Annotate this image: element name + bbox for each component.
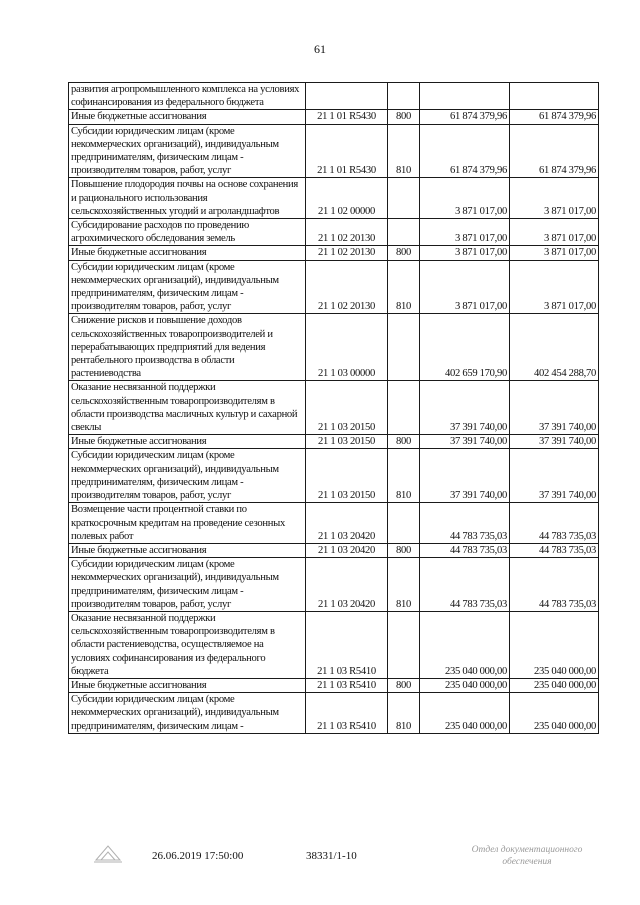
- row-amount-1: 235 040 000,00: [420, 611, 510, 678]
- row-name: Субсидии юридическим лицам (кроме некоммерческих организаций), индивидуальным предпринимателям, физическим лицам - производителям товаров, работ, услуг: [69, 124, 306, 178]
- row-amount-1: 61 874 379,96: [420, 124, 510, 178]
- row-vr-code: [388, 381, 420, 435]
- row-amount-2: 44 783 735,03: [510, 503, 599, 544]
- budget-table: [68, 82, 599, 734]
- seal-icon: [92, 842, 124, 864]
- row-amount-1: 37 391 740,00: [420, 435, 510, 449]
- row-csr-code: 21 1 03 20420: [306, 503, 388, 544]
- row-name: Снижение рисков и повышение доходов сельскохозяйственных товаропроизводителей и перерабатывающих предприятий для ведения рентабельного производства в области растениеводства: [69, 314, 306, 381]
- row-vr-code: 800: [388, 435, 420, 449]
- row-amount-2: 44 783 735,03: [510, 543, 599, 557]
- department-stamp: [452, 844, 602, 868]
- row-vr-code: [388, 314, 420, 381]
- table-row: [69, 435, 599, 449]
- row-vr-code: 800: [388, 678, 420, 692]
- row-amount-2: 37 391 740,00: [510, 449, 599, 503]
- table-row: [69, 110, 599, 124]
- row-amount-1: 402 659 170,90: [420, 314, 510, 381]
- table-row: [69, 124, 599, 178]
- row-name: Оказание несвязанной поддержки сельскохозяйственным товаропроизводителям в области производства масличных культур и сахарной свеклы: [69, 381, 306, 435]
- row-vr-code: [388, 219, 420, 246]
- row-amount-2: 37 391 740,00: [510, 435, 599, 449]
- row-name: Иные бюджетные ассигнования: [69, 678, 306, 692]
- row-csr-code: 21 1 02 00000: [306, 178, 388, 219]
- row-csr-code: 21 1 03 20150: [306, 435, 388, 449]
- row-name: Субсидии юридическим лицам (кроме некоммерческих организаций), индивидуальным предпринимателям, физическим лицам - производителям товаров, работ, услуг: [69, 260, 306, 314]
- table-row: [69, 558, 599, 612]
- row-amount-2: 235 040 000,00: [510, 693, 599, 734]
- row-csr-code: 21 1 03 20150: [306, 381, 388, 435]
- table-row: [69, 178, 599, 219]
- row-csr-code: 21 1 02 20130: [306, 246, 388, 260]
- table-row: [69, 381, 599, 435]
- row-name: Субсидии юридическим лицам (кроме некоммерческих организаций), индивидуальным предпринимателям, физическим лицам - производителям товаров, работ, услуг: [69, 558, 306, 612]
- table-row: [69, 678, 599, 692]
- row-amount-2: 61 874 379,96: [510, 110, 599, 124]
- table-row: [69, 503, 599, 544]
- row-name: Субсидии юридическим лицам (кроме некоммерческих организаций), индивидуальным предпринимателям, физическим лицам - производителям товаров, работ, услуг: [69, 449, 306, 503]
- row-amount-1: 3 871 017,00: [420, 260, 510, 314]
- row-vr-code: 810: [388, 124, 420, 178]
- row-amount-2: 235 040 000,00: [510, 611, 599, 678]
- footer-date: 26.06.2019 17:50:00: [152, 850, 244, 862]
- row-amount-1: 37 391 740,00: [420, 381, 510, 435]
- row-amount-1: [420, 83, 510, 110]
- row-csr-code: 21 1 03 00000: [306, 314, 388, 381]
- footer-doc-code: 38331/1-10: [306, 850, 357, 862]
- row-name: Иные бюджетные ассигнования: [69, 435, 306, 449]
- row-vr-code: 800: [388, 246, 420, 260]
- row-amount-1: 61 874 379,96: [420, 110, 510, 124]
- row-amount-1: 44 783 735,03: [420, 558, 510, 612]
- row-amount-2: 3 871 017,00: [510, 178, 599, 219]
- row-name: Иные бюджетные ассигнования: [69, 110, 306, 124]
- row-amount-1: 44 783 735,03: [420, 543, 510, 557]
- row-name: Оказание несвязанной поддержки сельскохозяйственным товаропроизводителям в области растениеводства, осуществляемое на условиях софинансирования из федерального бюджета: [69, 611, 306, 678]
- row-amount-1: 37 391 740,00: [420, 449, 510, 503]
- row-amount-1: 44 783 735,03: [420, 503, 510, 544]
- row-csr-code: 21 1 02 20130: [306, 260, 388, 314]
- row-csr-code: 21 1 02 20130: [306, 219, 388, 246]
- row-csr-code: 21 1 01 R5430: [306, 124, 388, 178]
- row-amount-1: 235 040 000,00: [420, 693, 510, 734]
- row-csr-code: 21 1 03 R5410: [306, 693, 388, 734]
- row-vr-code: 800: [388, 543, 420, 557]
- row-csr-code: 21 1 03 20420: [306, 558, 388, 612]
- stamp-line-2: обеспечения: [502, 857, 552, 867]
- table-row: [69, 693, 599, 734]
- row-vr-code: [388, 83, 420, 110]
- row-name: развития агропромышленного комплекса на условиях софинансирования из федерального бюджета: [69, 83, 306, 110]
- row-vr-code: 810: [388, 558, 420, 612]
- row-amount-2: 44 783 735,03: [510, 558, 599, 612]
- row-amount-2: 402 454 288,70: [510, 314, 599, 381]
- row-csr-code: [306, 83, 388, 110]
- row-csr-code: 21 1 01 R5430: [306, 110, 388, 124]
- table-row: [69, 260, 599, 314]
- table-row: [69, 246, 599, 260]
- table-row: [69, 611, 599, 678]
- table-row: [69, 314, 599, 381]
- table-row: [69, 543, 599, 557]
- row-csr-code: 21 1 03 R5410: [306, 611, 388, 678]
- row-amount-2: 235 040 000,00: [510, 678, 599, 692]
- row-vr-code: 810: [388, 693, 420, 734]
- row-name: Субсидии юридическим лицам (кроме некоммерческих организаций), индивидуальным предпринимателям, физическим лицам -: [69, 693, 306, 734]
- row-amount-2: 3 871 017,00: [510, 219, 599, 246]
- row-vr-code: [388, 503, 420, 544]
- row-amount-1: 235 040 000,00: [420, 678, 510, 692]
- row-amount-2: 37 391 740,00: [510, 381, 599, 435]
- row-name: Иные бюджетные ассигнования: [69, 543, 306, 557]
- page-number: 61: [314, 42, 326, 56]
- row-amount-2: 3 871 017,00: [510, 246, 599, 260]
- row-vr-code: 810: [388, 260, 420, 314]
- row-amount-2: 61 874 379,96: [510, 124, 599, 178]
- stamp-line-1: Отдел документационного: [471, 845, 583, 855]
- row-name: Субсидирование расходов по проведению агрохимического обследования земель: [69, 219, 306, 246]
- row-csr-code: 21 1 03 R5410: [306, 678, 388, 692]
- table-row: [69, 449, 599, 503]
- table-row: [69, 83, 599, 110]
- table-row: [69, 219, 599, 246]
- budget-table-body: [69, 83, 599, 734]
- row-vr-code: 800: [388, 110, 420, 124]
- row-vr-code: [388, 178, 420, 219]
- row-amount-2: 3 871 017,00: [510, 260, 599, 314]
- row-amount-1: 3 871 017,00: [420, 219, 510, 246]
- row-csr-code: 21 1 03 20420: [306, 543, 388, 557]
- row-vr-code: 810: [388, 449, 420, 503]
- row-name: Повышение плодородия почвы на основе сохранения и рационального использования сельскохозяйственных угодий и агроландшафтов: [69, 178, 306, 219]
- row-amount-2: [510, 83, 599, 110]
- row-amount-1: 3 871 017,00: [420, 246, 510, 260]
- row-vr-code: [388, 611, 420, 678]
- row-name: Иные бюджетные ассигнования: [69, 246, 306, 260]
- row-amount-1: 3 871 017,00: [420, 178, 510, 219]
- row-csr-code: 21 1 03 20150: [306, 449, 388, 503]
- row-name: Возмещение части процентной ставки по краткосрочным кредитам на проведение сезонных полевых работ: [69, 503, 306, 544]
